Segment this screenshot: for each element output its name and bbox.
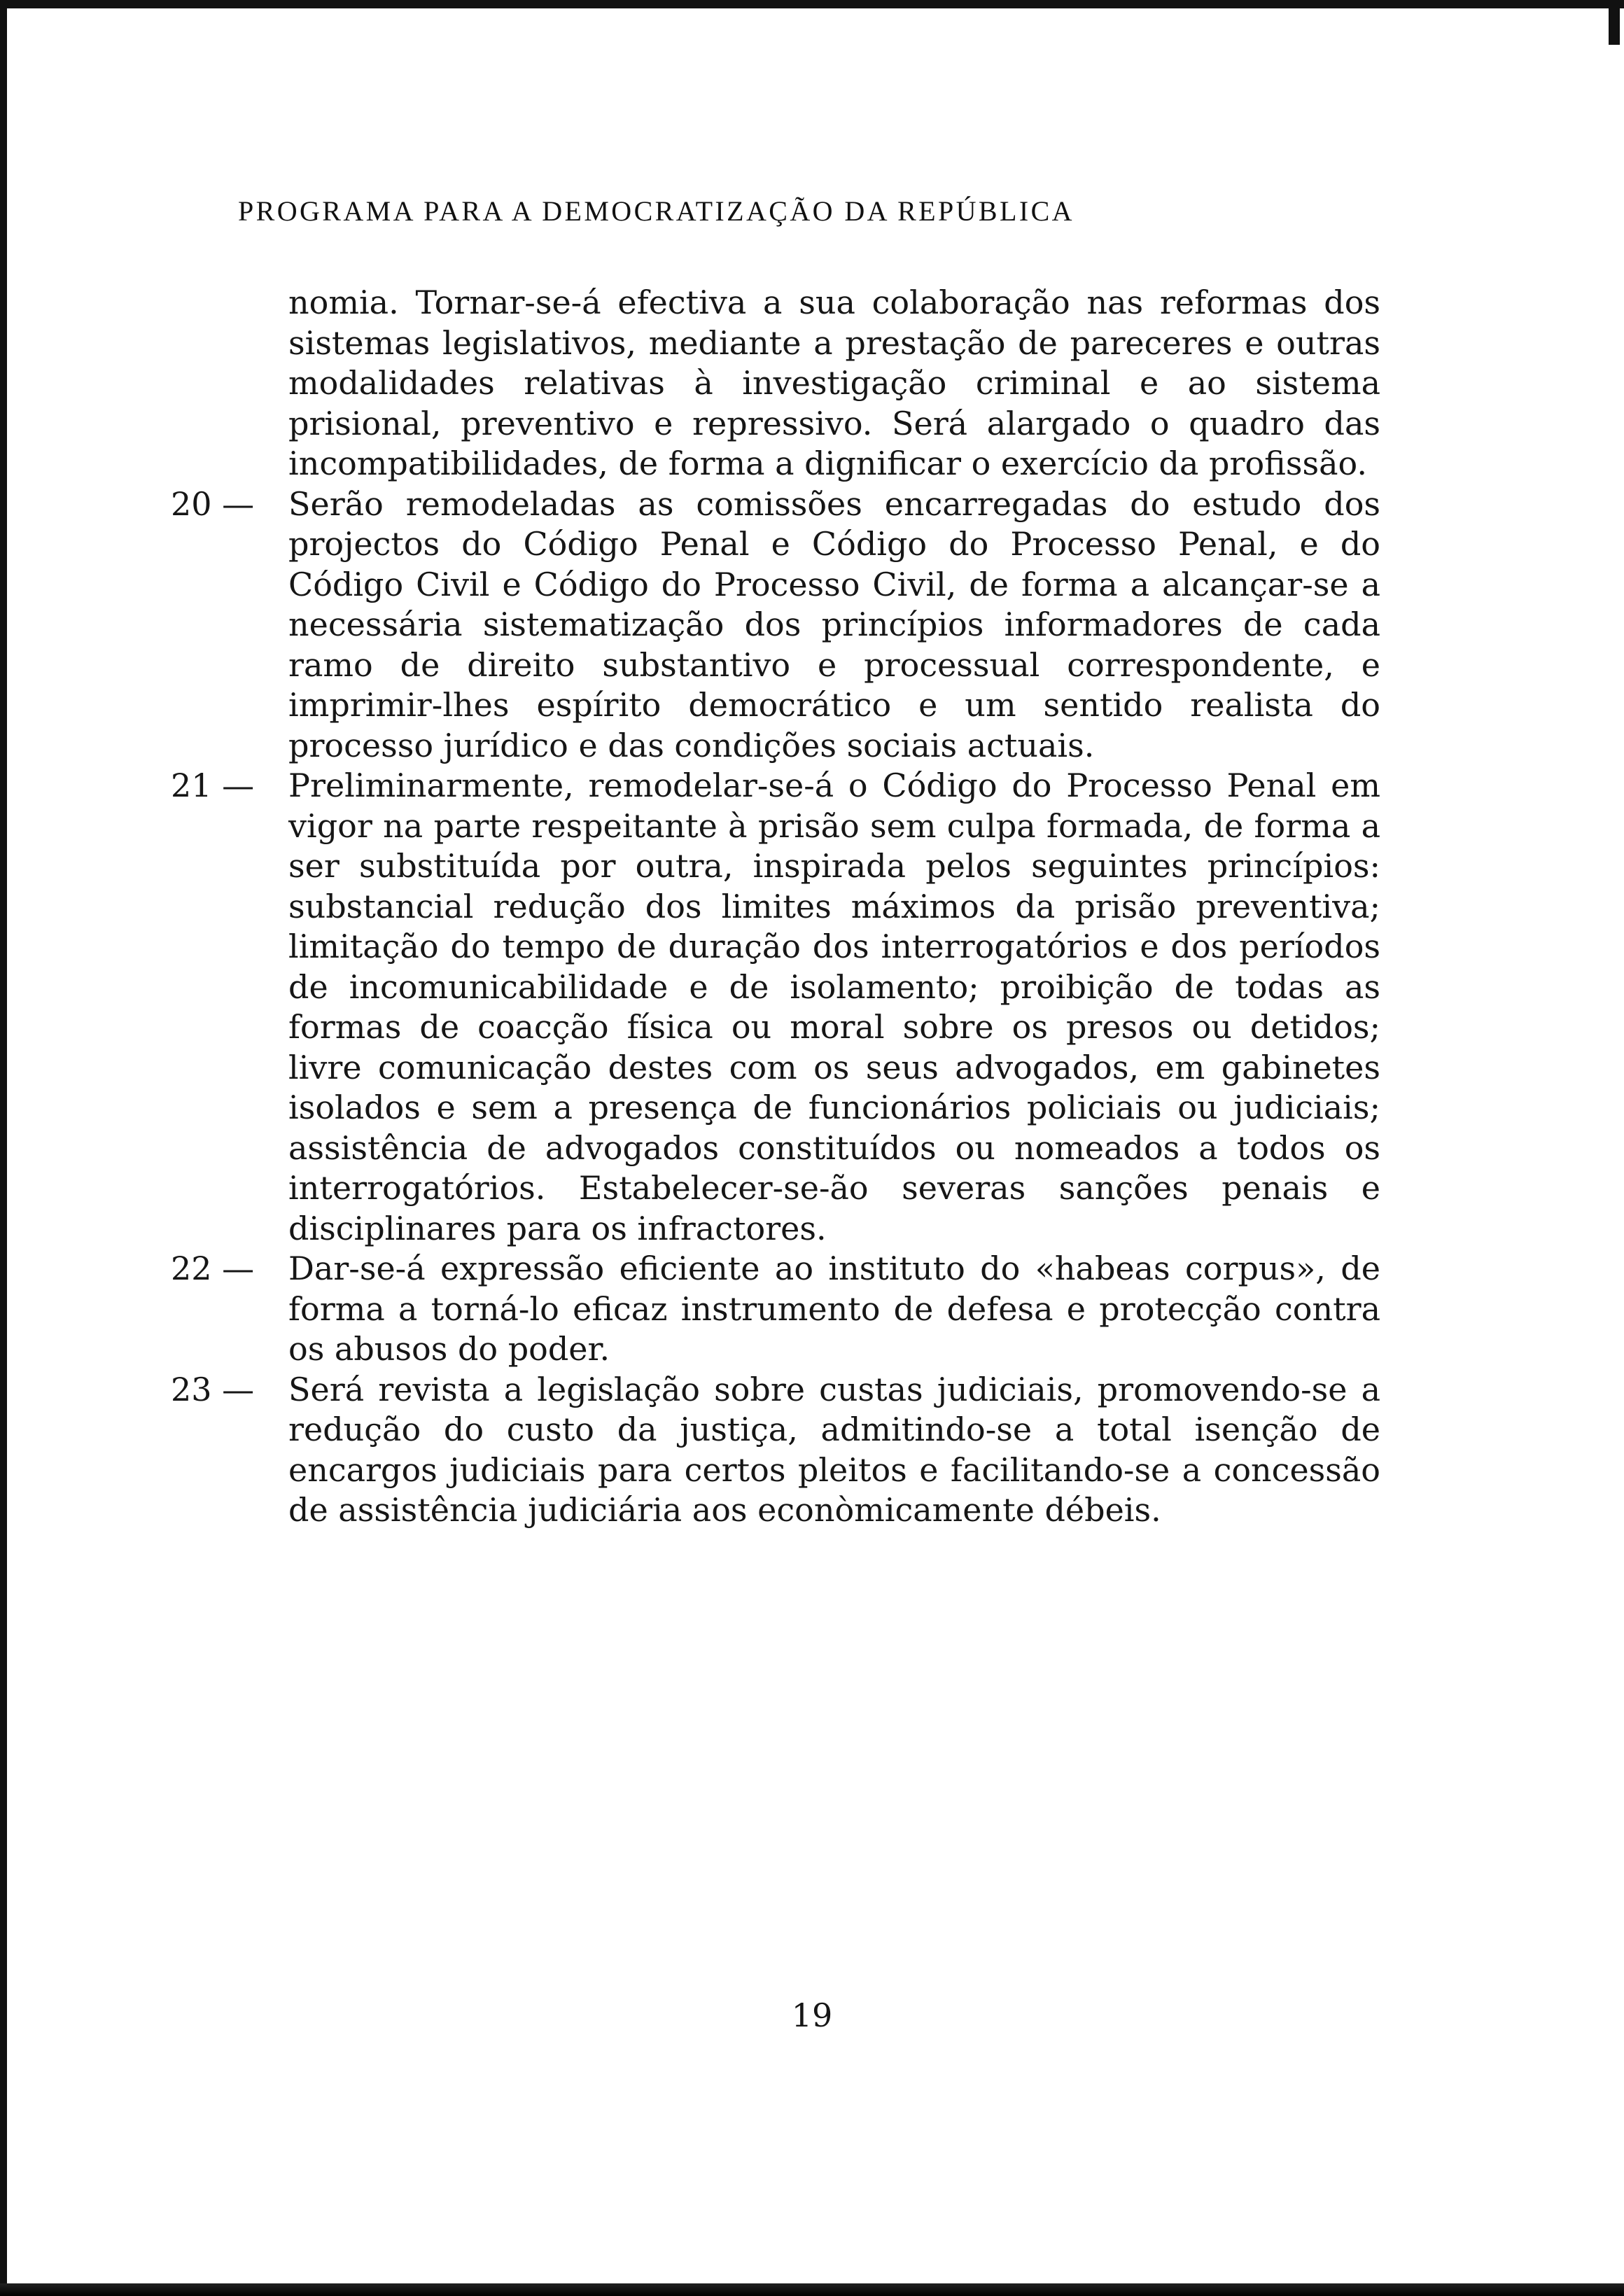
- page-number: 19: [791, 1996, 833, 2034]
- list-item-22: [171, 1249, 1380, 1370]
- item-number: 23 —: [171, 1370, 255, 1408]
- item-text: Será revista a legislação sobre custas judiciais, promovendo-se a redução do custo da justiça, admitindo-se a total isenção de encargos judiciais para certos pleitos e facilitando-se a concessão de assistência judiciária aos econòmicamente débeis.: [288, 1370, 1380, 1529]
- scan-border-bottom: [0, 2283, 1624, 2296]
- list-item-21: [171, 766, 1380, 1249]
- item-number: 22 —: [171, 1250, 255, 1287]
- item-number: 21 —: [171, 766, 255, 804]
- body-text: [171, 283, 1380, 1531]
- item-text: Dar-se-á expressão eficiente ao instituto do «habeas corpus», de forma a torná-lo eficaz instrumento de defesa e protecção contra os abusos do poder.: [288, 1250, 1380, 1368]
- running-head: PROGRAMA PARA A DEMOCRATIZAÇÃO DA REPÚBLICA: [238, 195, 1074, 227]
- intro-paragraph: nomia. Tornar-se-á efectiva a sua colaboração nas reformas dos sistemas legislativos, mediante a prestação de pareceres e outras modalidades relativas à investigação criminal e ao sistema prisional, preventivo e repressivo. Será alargado o quadro das incompatibilidades, de forma a dignificar o exercício da profissão.: [288, 284, 1380, 482]
- list-item-20: [171, 484, 1380, 766]
- scan-border-left: [0, 0, 7, 2296]
- item-text: Serão remodeladas as comissões encarregadas do estudo dos projectos do Código Penal e Código do Processo Penal, e do Código Civil e Código do Processo Civil, de forma a alcançar-se a necessária sistematização dos princípios informadores de cada ramo de direito substantivo e processual correspondente, e imprimir-lhes espírito democrático e um sentido realista do processo jurídico e das condições sociais actuais.: [288, 484, 1380, 764]
- item-text: Preliminarmente, remodelar-se-á o Código do Processo Penal em vigor na parte respeitante à prisão sem culpa formada, de forma a ser substituída por outra, inspirada pelos seguintes princípios: substancial redução dos limites máximos da prisão preventiva; limitação do tempo de duração dos interrogatórios e dos períodos de incomunicabilidade e de isolamento; proibição de todas as formas de coacção física ou moral sobre os presos ou detidos; livre comunicação destes com os seus advogados, em gabinetes isolados e sem a presença de funcionários policiais ou judiciais; assistência de advogados constituídos ou nomeados a todos os interrogatórios. Estabelecer-se-ão severas sanções penais e disciplinares para os infractores.: [288, 766, 1380, 1247]
- scan-border-top: [0, 0, 1624, 8]
- scan-corner-mark: [1609, 3, 1620, 45]
- item-number: 20 —: [171, 484, 255, 523]
- list-item-23: [171, 1370, 1380, 1531]
